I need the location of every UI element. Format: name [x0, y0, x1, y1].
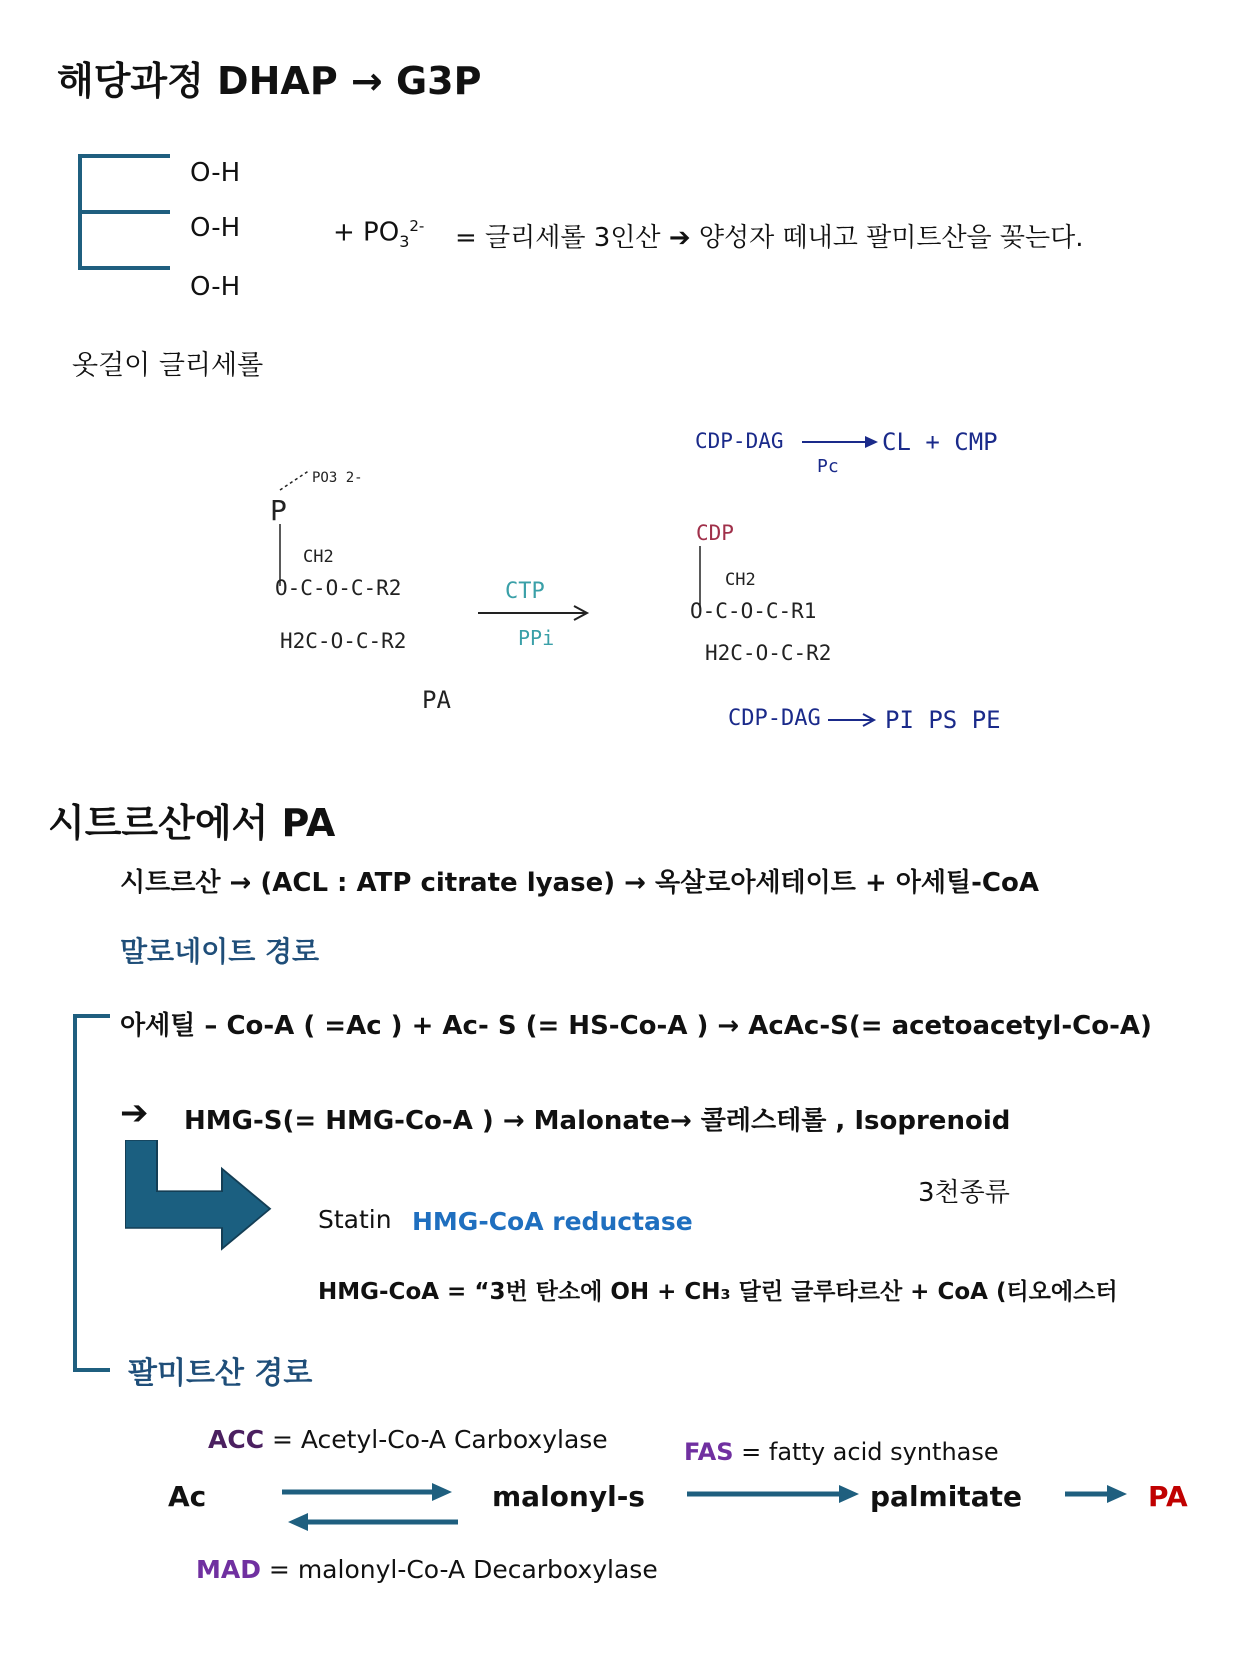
hydroxyl-2: O-H: [190, 213, 241, 243]
handwritten-diagram: [260, 420, 1080, 750]
top-reaction-products: CL + CMP: [882, 428, 998, 456]
phosphate-base: + PO: [333, 217, 400, 248]
statin-label: Statin: [318, 1205, 392, 1234]
pa-node: PA: [1148, 1480, 1188, 1513]
ppi-label: PPi: [518, 626, 555, 650]
hmg-pathway-line: HMG-S(= HMG-Co-A ) → Malonate→ 콜레스테롤 , Isoprenoid: [184, 1106, 1011, 1136]
acc-abbr: ACC: [208, 1425, 265, 1454]
pa-row1: O-C-O-C-R2: [275, 576, 402, 600]
pa-row2: H2C-O-C-R2: [280, 629, 407, 653]
palmitate-to-pa-arrow: [1063, 1480, 1133, 1510]
ch2-right: CH2: [725, 570, 756, 590]
top-reaction-reactant: CDP-DAG: [695, 429, 784, 453]
phosphate-p: P: [270, 494, 287, 527]
ac-node: Ac: [168, 1480, 207, 1513]
fas-def: = fatty acid synthase: [733, 1438, 999, 1466]
malonate-pathway-heading: 말로네이트 경로: [120, 935, 320, 968]
mad-def: = malonyl-Co-A Decarboxylase: [260, 1555, 658, 1584]
hmg-coa-reductase-label: HMG-CoA reductase: [412, 1207, 693, 1236]
hmg-arrow: ➔: [120, 1093, 149, 1133]
fas-arrow: [685, 1480, 865, 1510]
acetyl-coa-reaction-line: 아세틸 – Co-A ( =Ac ) + Ac- S (= HS-Co-A ) → AcAc-S(= acetoacetyl-Co-A): [120, 1011, 1152, 1041]
acc-definition: [208, 1425, 608, 1454]
glycerol-hanger-bracket: [70, 150, 180, 280]
fas-definition: [684, 1438, 999, 1466]
palmitate-pathway-heading: 팔미트산 경로: [128, 1356, 313, 1391]
cdp-row1: O-C-O-C-R1: [690, 599, 817, 623]
mad-abbr: MAD: [196, 1555, 261, 1584]
hydroxyl-1: O-H: [190, 158, 241, 188]
hanger-glycerol-label: 옷걸이 글리세롤: [72, 350, 264, 381]
cdp-row2: H2C-O-C-R2: [705, 641, 832, 665]
ctp-label: CTP: [505, 579, 545, 604]
citrate-reaction-line: 시트르산 → (ACL : ATP citrate lyase) → 옥살로아세테이트 + 아세틸-CoA: [120, 868, 1039, 898]
phosphate-po3: PO3 2-: [312, 470, 363, 486]
reversible-arrows: [280, 1478, 460, 1538]
hmg-coa-definition: HMG-CoA = “3번 탄소에 OH + CH₃ 달린 글루타르산 + CoA (티오에스터: [318, 1279, 1118, 1305]
section1-title: 해당과정 DHAP → G3P: [57, 59, 482, 103]
phosphate-charge: 2-: [409, 217, 425, 235]
glycerol-3-phosphate-equation: = 글리세롤 3인산 ➔ 양성자 떼내고 팔미트산을 꽂는다.: [455, 223, 1084, 253]
bottom-reaction-products: PI PS PE: [885, 706, 1001, 734]
ch2-left: CH2: [303, 547, 334, 567]
top-reaction-cofactor: Pc: [817, 456, 839, 477]
section2-title: 시트르산에서 PA: [48, 801, 336, 845]
hydroxyl-3: O-H: [190, 272, 241, 302]
phosphate-term: [333, 217, 424, 251]
bottom-reaction-reactant: CDP-DAG: [728, 706, 821, 731]
acc-def: = Acetyl-Co-A Carboxylase: [264, 1425, 608, 1454]
fas-abbr: FAS: [684, 1438, 734, 1466]
pathway-bracket: [70, 1010, 120, 1380]
malonyl-node: malonyl-s: [492, 1480, 645, 1513]
pa-label: PA: [422, 686, 451, 714]
mad-definition: [196, 1555, 658, 1584]
three-thousand-kinds: 3천종류: [918, 1178, 1010, 1208]
bent-arrow-icon: [125, 1140, 275, 1260]
cdp-label: CDP: [696, 521, 734, 545]
palmitate-node: palmitate: [870, 1480, 1022, 1513]
phosphate-sub: 3: [399, 231, 410, 251]
